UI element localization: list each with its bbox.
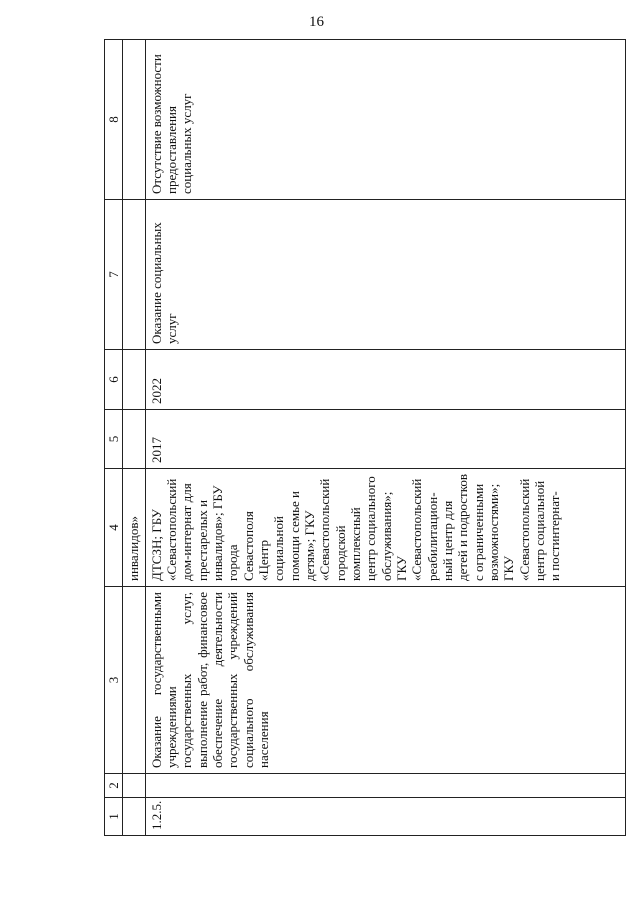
- table-header-row: [105, 40, 123, 836]
- header-cell: 1: [105, 798, 123, 836]
- end-year-cell: 2022: [145, 350, 625, 410]
- rotated-table-wrapper: [104, 40, 616, 836]
- start-year-cell: 2017: [145, 410, 625, 469]
- measure-description-cell: Оказание государственными учреждениями государственных услуг, выполнение работ, финансовое обеспечение деятельности государственных учреждений социального обслуживания населения: [145, 587, 625, 774]
- header-cell: 2: [105, 774, 123, 798]
- header-cell: 8: [105, 40, 123, 200]
- consequences-cell: Отсутствие возможности предоставления социальных услуг: [145, 40, 625, 200]
- executors-cell: ДТСЗН; ГБУ «Севастопольский дом-интернат для престарелых и инвалидов»; ГБУ города Севастополя «Центр социальной помощи семье и детям»; ГКУ «Севастопольский городской комплексный центр социального обслуживания»; ГКУ «Севастопольский реабилитацион-ный центр для детей и подростков с ограниченными возможностями»; ГКУ «Севастопольский центр социальной и постинтернат-: [145, 469, 625, 587]
- header-cell: 5: [105, 410, 123, 469]
- header-cell: 3: [105, 587, 123, 774]
- header-cell: 4: [105, 469, 123, 587]
- header-cell: 6: [105, 350, 123, 410]
- continuation-cell: инвалидов»: [123, 469, 145, 587]
- continuation-row: [123, 40, 145, 836]
- empty-cell: [145, 774, 625, 798]
- program-table: [104, 39, 626, 836]
- expected-result-cell: Оказание социальных услуг: [145, 200, 625, 350]
- page-number: 16: [309, 14, 324, 30]
- table-row: [145, 40, 625, 836]
- row-number-cell: 1.2.5.: [145, 798, 625, 836]
- header-cell: 7: [105, 200, 123, 350]
